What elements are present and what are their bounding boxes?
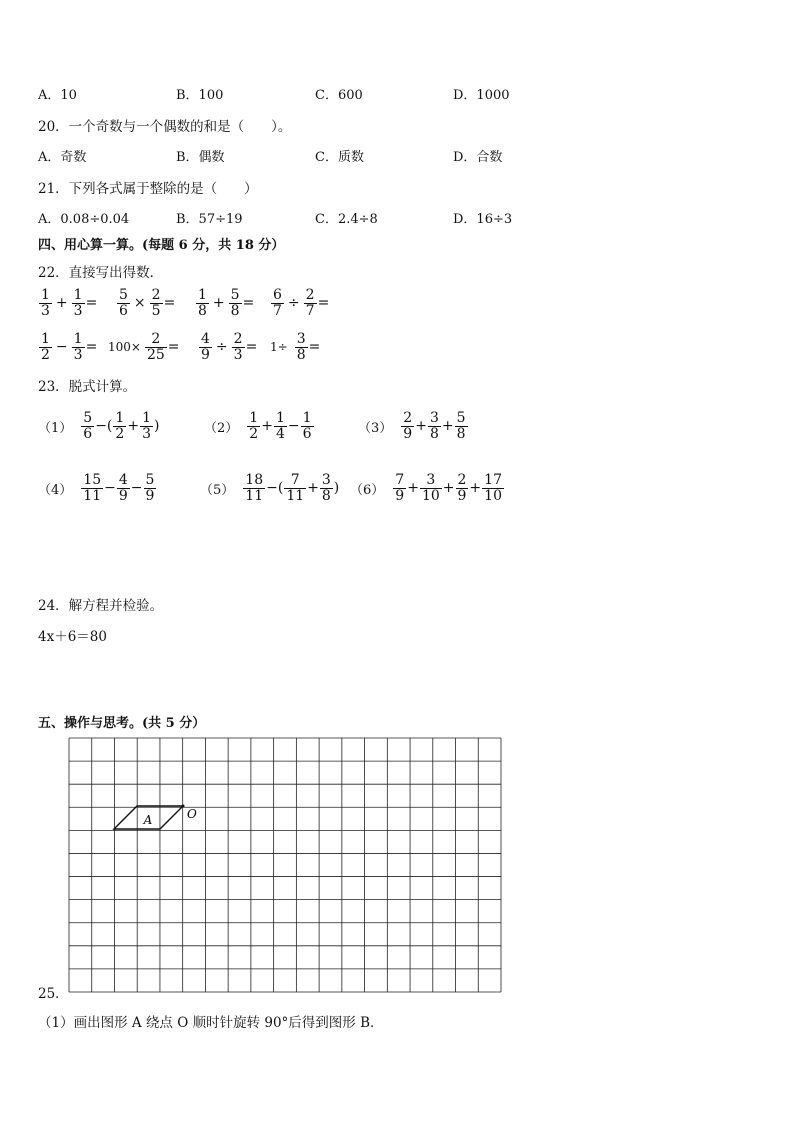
q19-option-c: C．600 — [315, 88, 363, 103]
q21-option-a: A．0.08÷0.04 — [38, 212, 130, 227]
q21-stem: 21．下列各式属于整除的是（ ） — [38, 181, 258, 197]
q23-expression-3: （3） $\frac{2}{9}$ + $\frac{3}{8}$ + $\frac{5}{8}$ — [358, 410, 466, 442]
q25-sub1: （1）画出图形 A 绕点 O 顺时针旋转 90°后得到图形 B． — [38, 1015, 384, 1031]
q19-option-d: D．1000 — [453, 88, 510, 103]
q22-item-5: $\frac{1}{2}$ − $\frac{1}{3}$ = — [41, 331, 98, 363]
q22-item-8: 1÷ $\frac{3}{8}$ = — [270, 331, 321, 363]
q20-option-a: A．奇数 — [38, 150, 87, 165]
q21-option-c: C．2.4÷8 — [315, 212, 378, 227]
q23-expression-1: （1） $\frac{5}{6}$ −( $\frac{1}{2}$ + $\frac{1}{3}$ ) — [38, 410, 160, 442]
q23-expression-6: （6） $\frac{7}{9}$ + $\frac{3}{10}$ + $\frac{2}{9}$ + $\frac{17}{10}$ — [350, 472, 502, 504]
q20-option-d: D．合数 — [453, 150, 503, 165]
q25-grid — [68, 737, 503, 994]
q20-stem: 20．一个奇数与一个偶数的和是（ ）。 — [38, 119, 292, 135]
q22-item-3: $\frac{1}{8}$ + $\frac{5}{8}$ = — [198, 287, 255, 319]
q23-expression-5: （5） $\frac{18}{11}$ −( $\frac{7}{11}$ + $\frac{3}{8}$ ) — [200, 472, 340, 504]
q23-expression-2: （2） $\frac{1}{2}$ + $\frac{1}{4}$ − $\frac{1}{6}$ — [204, 410, 312, 442]
q19-option-b: B．100 — [176, 88, 224, 103]
q22-item-7: $\frac{4}{9}$ ÷ $\frac{2}{3}$ = — [201, 331, 258, 363]
q23-expression-4: （4） $\frac{15}{11}$ − $\frac{4}{9}$ − $\frac{5}{9}$ — [38, 472, 155, 504]
point-o-marker — [182, 805, 185, 808]
q20-option-c: C．质数 — [315, 150, 364, 165]
q22-item-6: 100× $\frac{2}{25}$ = — [108, 331, 180, 363]
point-o-label: O — [187, 807, 197, 821]
section-5-heading: 五、操作与思考。(共 5 分） — [38, 716, 206, 731]
q22-stem: 22．直接写出得数． — [38, 265, 164, 281]
q19-option-a: A．10 — [38, 88, 77, 103]
q21-option-d: D．16÷3 — [453, 212, 513, 227]
q23-stem: 23．脱式计算。 — [38, 379, 137, 395]
q22-item-4: $\frac{6}{7}$ ÷ $\frac{2}{7}$ = — [273, 287, 330, 319]
q22-item-1: $\frac{1}{3}$ + $\frac{1}{3}$ = — [41, 287, 98, 319]
section-4-heading: 四、用心算一算。(每题 6 分，共 18 分） — [38, 238, 285, 253]
figure-a-label: A — [143, 813, 153, 827]
q22-item-2: $\frac{5}{6}$ × $\frac{2}{5}$ = — [119, 287, 176, 319]
q24-stem: 24．解方程并检验。 — [38, 598, 164, 614]
q24-equation: 4x＋6＝80 — [38, 629, 107, 645]
grid-lines — [69, 738, 501, 992]
q21-option-b: B．57÷19 — [176, 212, 243, 227]
q20-option-b: B．偶数 — [176, 150, 225, 165]
q25-number: 25． — [38, 986, 69, 1002]
